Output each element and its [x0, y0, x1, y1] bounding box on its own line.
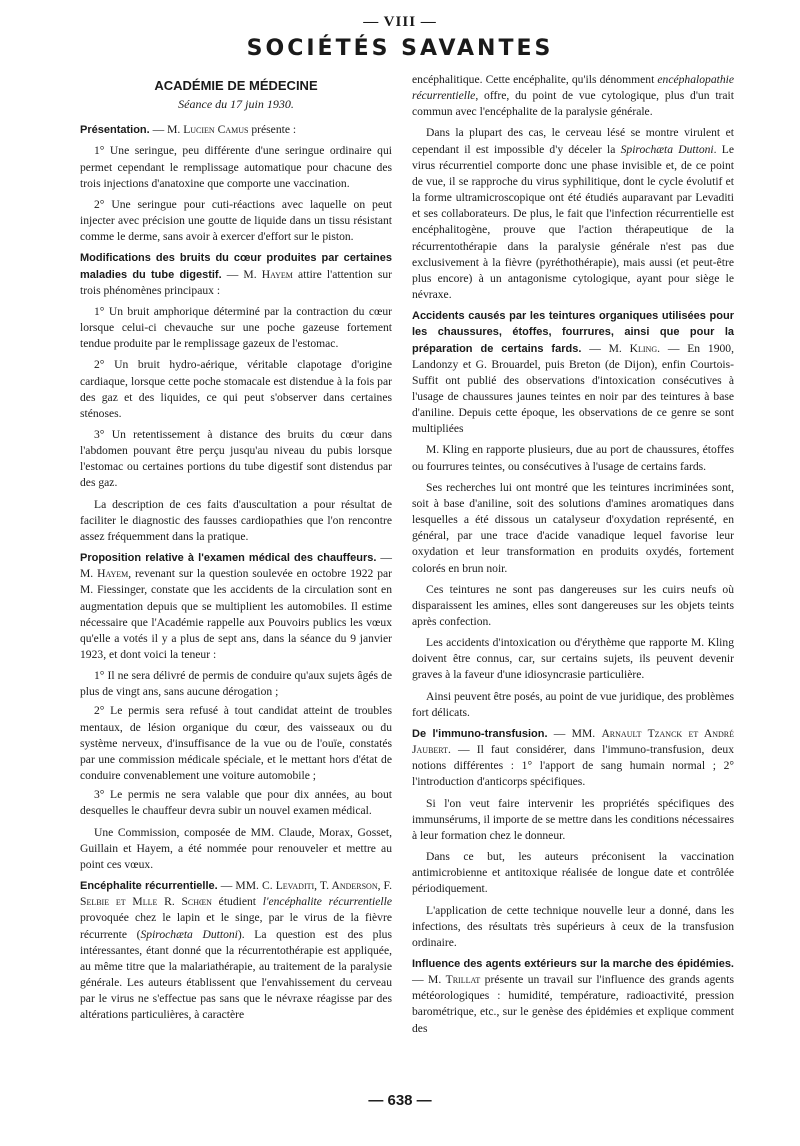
bruits-conclusion: La description de ces faits d'auscultation a pour résultat de faciliter le diagnostic des fausses cardiopathies que l'on rencontre assez fréquemment dans la pratique.	[80, 497, 392, 543]
proposition-item: 1° Il ne sera délivré de permis de conduire qu'aux sujets âgés de plus de vingt ans, sans aucune dérogation ;	[80, 669, 392, 699]
encephalite-continuation: encéphalitique. Cette encéphalite, qu'ils dénomment encéphalopathie récurrentielle, offre, du point de vue cytologique, plus d'un trait commun avec l'encéphalite de la paralysie générale.	[412, 73, 734, 119]
accidents-paragraph: Les accidents d'intoxication ou d'érythème que rapporte M. Kling doivent être connus, car, sur certains sujets, ils peuvent devenir graves à la faveur d'une idiosyncrasie particulière.	[412, 636, 734, 682]
transfusion-intro: De l'immuno-transfusion. — MM. Arnault Tzanck et André Jaubert. — Il faut considérer, dans l'immuno-transfusion, deux notions différentes : 1° l'apport de sang humain normal ; 2° l'introduction d'anticorps spécifiques.	[412, 726, 734, 789]
transfusion-paragraph: L'application de cette technique nouvelle leur a donné, dans les infections, des résultats très supérieurs à ceux de la transfusion ordinaire.	[412, 903, 734, 949]
right-column	[412, 72, 734, 1042]
bruits-item: 2° Un bruit hydro-aérique, véritable clapotage d'origine cardiaque, lorsque cette poche stomacale est distendue à la fois par des gaz et des liquides, ce qui peut s'observer dans certaines sténoses.	[80, 358, 392, 420]
page-number: — 638 —	[368, 1092, 432, 1109]
page-marker: — VIII —	[363, 14, 437, 30]
section-title: SOCIÉTÉS SAVANTES	[246, 36, 554, 61]
academy-title: ACADÉMIE DE MÉDECINE	[154, 78, 318, 93]
encephalite-paragraph: Dans la plupart des cas, le cerveau lésé se montre virulent et cependant il est impossible d'y déceler la Spirochæta Duttoni. Le virus récurrentiel comporte donc une phase invisible et, de ce point de vue, il se rapproche du virus syphilitique, dont le cycle évolutif et la forme ultramicroscopique ont été étudiés auparavant par Levaditi et ses collaborateurs. De plus, le fait que l'infection récurrentielle est encéphalitogène, prouve que l'action thérapeutique de la récurrentothérapie dans la paralysie générale n'est pas due exclusivement à la fièvre (pyréthothérapie), mais aussi (et peut-être plus encore) à un antagonisme cytologique, ayant pour siège le névraxe.	[412, 126, 735, 302]
left-column	[80, 72, 392, 1028]
accidents-intro: Accidents causés par les teintures organiques utilisées pour les chaussures, étoffes, fourrures, ainsi que pour la préparation de certains fards. — M. Kling. — En 1900, Landonzy et G. Brouardel, puis Breton (de Dijon), enfin Courtois-Suffit ont publié des observations d'intoxication consécutives à l'usage de chaussures jaunes teintes en noir par des teintures à base d'aniline. Depuis cette époque, les observations de ce genre se sont multipliées	[412, 310, 734, 436]
accidents-paragraph: Ces teintures ne sont pas dangereuses sur les cuirs neufs où disparaissent les amines, elles sont dangereuses sur les objets teints après confection.	[412, 582, 734, 628]
proposition-item: 2° Le permis sera refusé à tout candidat atteint de troubles mentaux, de lésion organique du cœur, des vaisseaux ou du système nerveux, d'insuffisance de la vue ou de l'ouïe, constatés par une commission médicale spéciale, et le mettant hors d'état de conduire convenablement une voiture automobile ;	[80, 704, 392, 783]
accidents-paragraph: M. Kling en rapporte plusieurs, due au port de chaussures, étoffes ou fourrures teintes, ou consécutives à l'usage de certains fards.	[412, 443, 734, 473]
accidents-paragraph: Ses recherches lui ont montré que les teintures incriminées sont, soit à base d'aniline, soit des solutions d'amines aromatiques dans lesquelles a été dissous un catalyseur d'oxydation représenté, en général, par une trace d'acide vanadique lequel favorise leur oxydation et leur transformation en produits oxydés, fortement colorés en brun noir.	[412, 480, 734, 575]
transfusion-paragraph: Si l'on veut faire intervenir les propriétés spécifiques des immunsérums, il importe de se mettre dans les conditions nécessaires à leur formation chez le donneur.	[412, 796, 734, 842]
proposition-intro: Proposition relative à l'examen médical des chauffeurs. — M. Hayem, revenant sur la question soulevée en octobre 1922 par M. Fiessinger, constate que les accidents de la circulation sont en augmentation depuis que se multiplient les automobiles. Il estime nécessaire que l'Académie rappelle aux Pouvoirs publics les vœux qu'elle a votés il y a plus de sept ans, dans la séance du 9 janvier 1923, et dont voici la teneur :	[80, 551, 392, 661]
bruits-item: 1° Un bruit amphorique déterminé par la contraction du cœur lorsque celui-ci chevauche sur une poche gazeuse fortement tendue produite par le remplissage gazeux de l'estomac.	[80, 304, 392, 351]
proposition-commission: Une Commission, composée de MM. Claude, Morax, Gosset, Guillain et Hayem, a été nommée pour renouveler et mettre au point ces vœux.	[80, 825, 392, 871]
presentation-item: 2° Une seringue pour cuti-réactions avec laquelle on peut injecter avec précision une goutte de liquide dans un tissu résistant comme le derme, sans avoir à exercer d'effort sur le piston.	[80, 197, 392, 244]
presentation-item: 1° Une seringue, peu différente d'une seringue ordinaire qui permet cependant le remplissage automatique pour chacune des trois injections d'anatoxine que comporte une vaccination.	[80, 144, 392, 190]
presentation-intro: Présentation. — M. Lucien Camus présente :	[80, 123, 297, 137]
accidents-paragraph: Ainsi peuvent être posés, au point de vue juridique, des problèmes fort délicats.	[412, 689, 734, 719]
proposition-item: 3° Le permis ne sera valable que pour dix années, au bout desquelles le chauffeur devra subir un nouvel examen médical.	[80, 788, 392, 818]
transfusion-paragraph: Dans ce but, les auteurs préconisent la vaccination antimicrobienne et antitoxique réalisée de longue date et contrôlée périodiquement.	[412, 850, 734, 896]
influence-intro: Influence des agents extérieurs sur la marche des épidémies. — M. Trillat présente un travail sur l'influence des grands agents météorologiques : humidité, température, radioactivité, pression barométrique, etc., sur le genèse des épidémies et explique comment des	[412, 957, 734, 1035]
bruits-intro: Modifications des bruits du cœur produites par certaines maladies du tube digestif. — M. Hayem attire l'attention sur trois phénomènes principaux :	[80, 252, 393, 297]
bruits-item: 3° Un retentissement à distance des bruits du cœur dans l'abdomen pouvant être perçu jusqu'au niveau du pubis lorsque l'estomac ou certaines portions du tube digestif sont distendus par des gaz.	[80, 427, 392, 490]
encephalite-intro: Encéphalite récurrentielle. — MM. C. Levaditi, T. Anderson, F. Selbie et Mlle R. Schœn étudient l'encéphalite récurrentielle provoquée chez le lapin et le singe, par le virus de la fièvre récurrente (Spirochæta Duttoni). La question est des plus intéressantes, étant donné que la récurrentothérapie est appliquée, au même titre que la malariathérapie, au traitement de la paralysie générale. Les auteurs établissent que l'envahissement du cerveau par le virus ne s'effectue pas sans que le névraxe réagisse par des altérations particulières, à caractère	[80, 879, 392, 1022]
session-date: Séance du 17 juin 1930.	[178, 97, 294, 112]
